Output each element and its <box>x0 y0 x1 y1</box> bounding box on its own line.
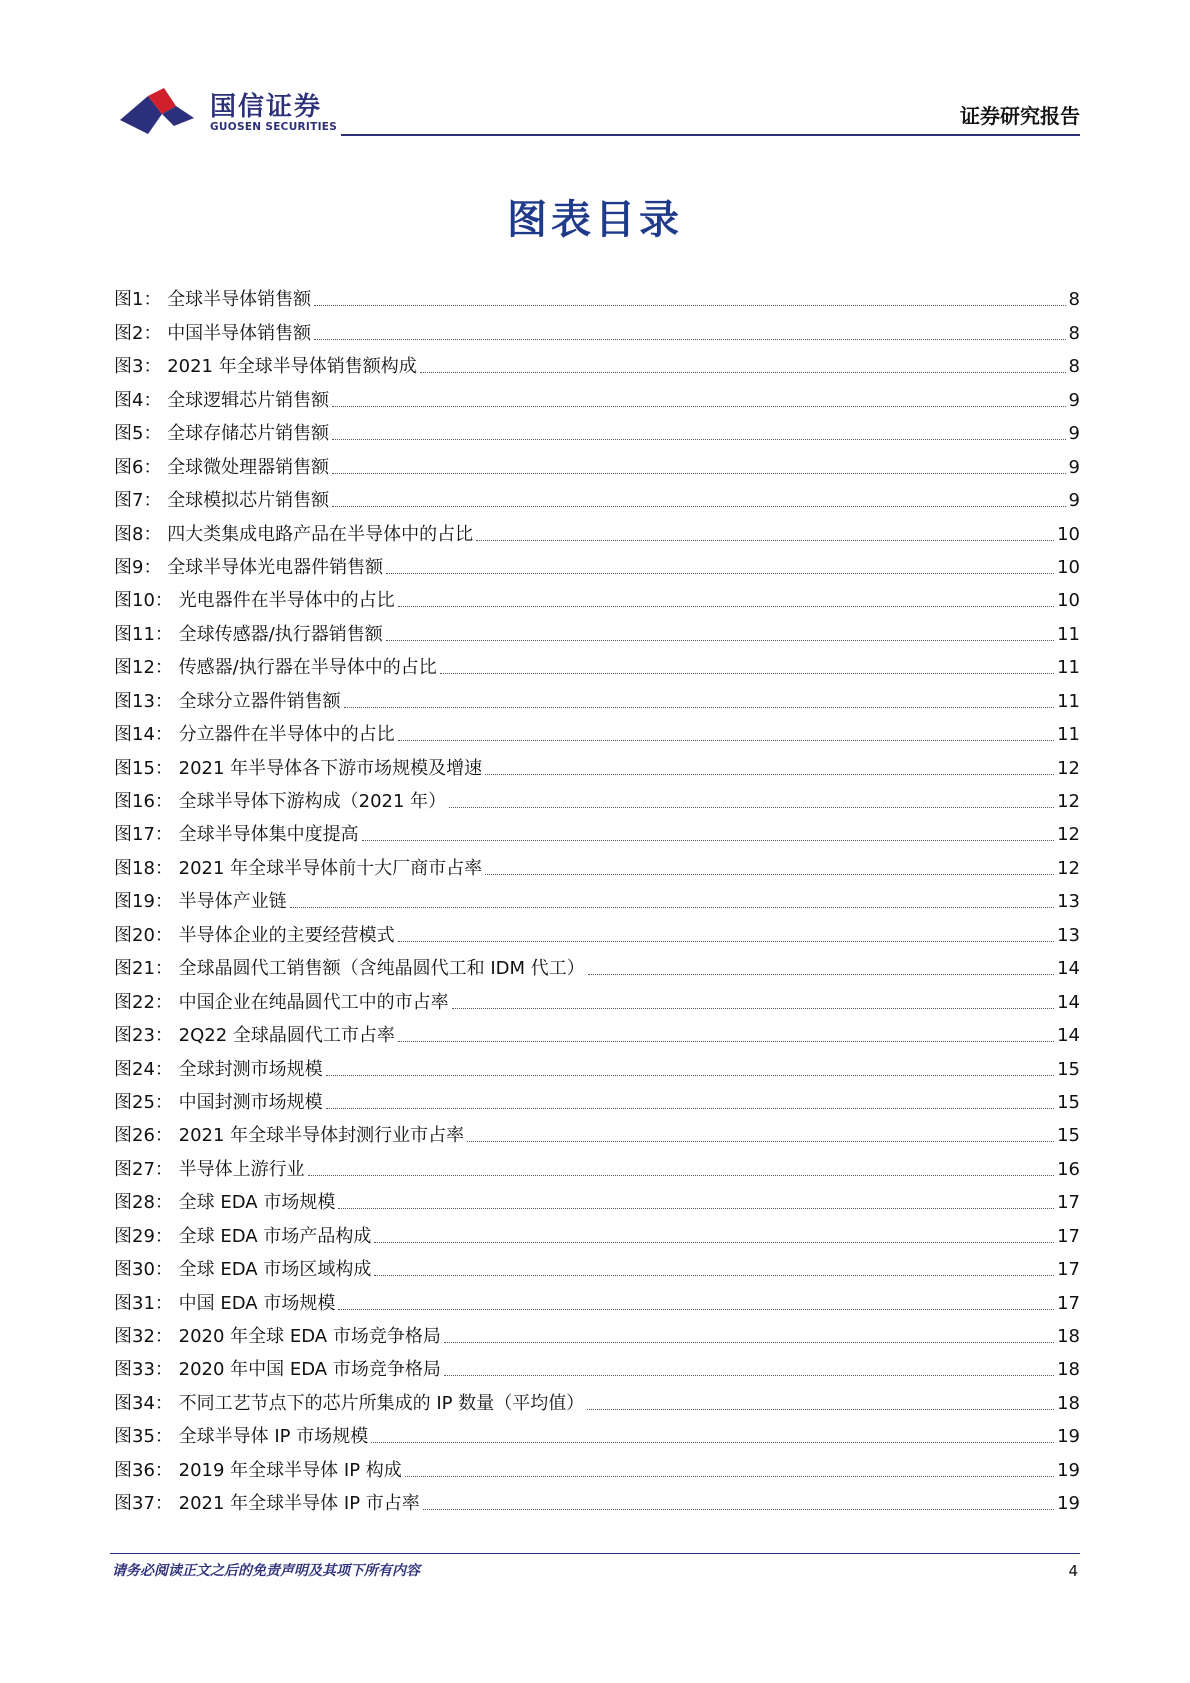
toc-entry-page: 13 <box>1057 891 1080 913</box>
guosen-logo-icon <box>118 84 198 140</box>
toc-entry[interactable] <box>114 679 1080 712</box>
toc-entry-label: 图18： <box>114 857 173 879</box>
toc-entry-title: 全球半导体销售额 <box>167 289 312 311</box>
figure-table-of-contents <box>114 278 1080 1515</box>
toc-dot-leader <box>405 1476 1054 1477</box>
toc-entry-label: 图4： <box>114 389 162 411</box>
toc-entry-title: 全球封测市场规模 <box>178 1058 323 1080</box>
toc-entry[interactable] <box>114 378 1080 411</box>
toc-entry[interactable] <box>114 345 1080 378</box>
toc-dot-leader <box>374 1275 1054 1276</box>
toc-entry-label: 图31： <box>114 1292 173 1314</box>
toc-entry[interactable] <box>114 1315 1080 1348</box>
toc-dot-leader <box>449 807 1054 808</box>
toc-dot-leader <box>423 1509 1054 1510</box>
toc-entry-title: 2021 年全球半导体前十大厂商市占率 <box>178 857 483 879</box>
toc-entry-label: 图11： <box>114 623 173 645</box>
toc-entry-label: 图16： <box>114 791 173 812</box>
toc-dot-leader <box>314 339 1065 340</box>
report-type-label: 证券研究报告 <box>960 104 1080 128</box>
toc-entry-page: 14 <box>1057 958 1080 980</box>
toc-entry-label: 图37： <box>114 1493 173 1515</box>
toc-entry-label: 图6： <box>114 456 162 478</box>
page-number: 4 <box>1068 1562 1078 1580</box>
toc-entry[interactable] <box>114 579 1080 612</box>
toc-entry-label: 图15： <box>114 757 173 779</box>
toc-dot-leader <box>374 1242 1054 1243</box>
toc-entry-label: 图30： <box>114 1259 173 1281</box>
toc-entry-title: 2020 年中国 EDA 市场竞争格局 <box>178 1359 441 1381</box>
toc-entry-page: 15 <box>1057 1058 1080 1080</box>
toc-entry-page: 12 <box>1057 857 1080 879</box>
toc-entry-title: 半导体产业链 <box>178 891 287 913</box>
toc-entry-label: 图36： <box>114 1459 173 1481</box>
toc-entry-title: 全球传感器/执行器销售额 <box>178 623 383 645</box>
toc-entry-label: 图26： <box>114 1125 173 1147</box>
toc-entry-label: 图35： <box>114 1426 173 1448</box>
toc-entry-page: 19 <box>1057 1493 1080 1515</box>
toc-entry-label: 图17： <box>114 824 173 846</box>
toc-entry-title: 全球晶圆代工销售额（含纯晶圆代工和 IDM 代工） <box>178 958 585 980</box>
toc-entry-label: 图5： <box>114 423 162 445</box>
toc-entry-page: 9 <box>1068 456 1080 478</box>
toc-entry-label: 图27： <box>114 1158 173 1180</box>
toc-entry-title: 全球模拟芯片销售额 <box>167 490 330 512</box>
toc-entry-title: 全球微处理器销售额 <box>167 456 330 478</box>
toc-dot-leader <box>398 941 1054 942</box>
toc-dot-leader <box>467 1141 1054 1142</box>
toc-entry[interactable] <box>114 278 1080 311</box>
toc-entry[interactable] <box>114 780 1080 813</box>
toc-dot-leader <box>308 1175 1054 1176</box>
toc-entry-page: 19 <box>1057 1426 1080 1448</box>
toc-dot-leader <box>314 305 1065 306</box>
toc-dot-leader <box>440 673 1054 674</box>
toc-entry-title: 中国半导体销售额 <box>167 322 312 344</box>
toc-entry-label: 图32： <box>114 1326 173 1347</box>
toc-entry-page: 9 <box>1068 389 1080 411</box>
toc-dot-leader <box>344 707 1054 708</box>
toc-entry-label: 图33： <box>114 1359 173 1381</box>
toc-dot-leader <box>588 974 1054 975</box>
toc-dot-leader <box>398 1041 1054 1042</box>
toc-entry[interactable] <box>114 1482 1080 1515</box>
toc-dot-leader <box>444 1342 1054 1343</box>
toc-entry[interactable] <box>114 546 1080 579</box>
toc-dot-leader <box>338 1309 1054 1310</box>
toc-dot-leader <box>452 1008 1054 1009</box>
toc-entry[interactable] <box>114 479 1080 512</box>
toc-entry[interactable] <box>114 1415 1080 1448</box>
toc-dot-leader <box>362 840 1054 841</box>
toc-entry-page: 17 <box>1057 1292 1080 1314</box>
toc-entry-page: 19 <box>1057 1459 1080 1481</box>
toc-dot-leader <box>332 406 1065 407</box>
toc-entry[interactable] <box>114 746 1080 779</box>
toc-dot-leader <box>444 1375 1054 1376</box>
toc-dot-leader <box>587 1409 1054 1410</box>
toc-entry-page: 16 <box>1057 1158 1080 1180</box>
toc-entry-label: 图2： <box>114 322 162 344</box>
footer-divider <box>110 1553 1080 1554</box>
toc-entry-title: 中国企业在纯晶圆代工中的市占率 <box>178 991 449 1013</box>
toc-entry-page: 17 <box>1057 1259 1080 1281</box>
toc-entry[interactable] <box>114 612 1080 645</box>
toc-entry[interactable] <box>114 512 1080 545</box>
toc-entry-page: 12 <box>1057 824 1080 846</box>
toc-entry-page: 8 <box>1068 289 1080 311</box>
toc-entry[interactable] <box>114 1147 1080 1180</box>
toc-dot-leader <box>485 774 1054 775</box>
toc-dot-leader <box>476 540 1054 541</box>
toc-entry[interactable] <box>114 980 1080 1013</box>
toc-entry-label: 图1： <box>114 289 162 311</box>
toc-dot-leader <box>485 874 1054 875</box>
toc-entry-label: 图20： <box>114 924 173 946</box>
toc-entry[interactable] <box>114 1014 1080 1047</box>
toc-entry[interactable] <box>114 713 1080 746</box>
toc-entry-label: 图13： <box>114 690 173 712</box>
toc-entry[interactable] <box>114 1381 1080 1414</box>
toc-entry-title: 2021 年全球半导体 IP 市占率 <box>178 1493 420 1515</box>
toc-entry-page: 9 <box>1068 423 1080 445</box>
toc-entry-page: 11 <box>1057 657 1080 679</box>
toc-entry[interactable] <box>114 1281 1080 1314</box>
toc-entry-label: 图12： <box>114 657 173 679</box>
toc-entry-title: 2021 年半导体各下游市场规模及增速 <box>178 757 483 779</box>
toc-entry-label: 图34： <box>114 1392 173 1414</box>
toc-entry-page: 13 <box>1057 924 1080 946</box>
toc-entry-title: 2020 年全球 EDA 市场竞争格局 <box>178 1326 441 1347</box>
toc-entry[interactable] <box>114 311 1080 344</box>
toc-entry-title: 全球半导体集中度提高 <box>178 824 359 846</box>
toc-entry-label: 图25： <box>114 1091 173 1113</box>
toc-entry-page: 15 <box>1057 1091 1080 1113</box>
toc-entry-page: 11 <box>1057 690 1080 712</box>
toc-entry-label: 图24： <box>114 1058 173 1080</box>
toc-entry-title: 全球逻辑芯片销售额 <box>167 389 330 411</box>
toc-entry-title: 2019 年全球半导体 IP 构成 <box>178 1459 402 1481</box>
toc-entry-title: 全球 EDA 市场区域构成 <box>178 1259 372 1281</box>
toc-entry-page: 12 <box>1057 791 1080 812</box>
toc-dot-leader <box>398 606 1054 607</box>
toc-dot-leader <box>326 1108 1054 1109</box>
toc-entry-label: 图7： <box>114 490 162 512</box>
toc-entry-page: 17 <box>1057 1225 1080 1247</box>
toc-entry-page: 8 <box>1068 356 1080 378</box>
toc-entry-label: 图10： <box>114 590 173 612</box>
toc-entry-page: 10 <box>1057 556 1080 578</box>
toc-entry-page: 18 <box>1057 1326 1080 1347</box>
toc-entry-title: 四大类集成电路产品在半导体中的占比 <box>167 523 474 545</box>
toc-dot-leader <box>386 640 1054 641</box>
toc-dot-leader <box>332 506 1065 507</box>
toc-entry-label: 图8： <box>114 523 162 545</box>
toc-entry[interactable] <box>114 880 1080 913</box>
page-header <box>0 0 1190 150</box>
toc-entry[interactable] <box>114 813 1080 846</box>
toc-dot-leader <box>332 473 1065 474</box>
toc-entry-title: 全球半导体下游构成（2021 年） <box>178 791 447 812</box>
toc-entry[interactable] <box>114 1181 1080 1214</box>
toc-entry[interactable] <box>114 947 1080 980</box>
toc-entry-title: 全球 EDA 市场产品构成 <box>178 1225 372 1247</box>
toc-dot-leader <box>290 907 1054 908</box>
toc-entry-title: 2021 年全球半导体销售额构成 <box>167 356 417 378</box>
toc-entry[interactable] <box>114 1081 1080 1114</box>
toc-dot-leader <box>420 372 1066 373</box>
toc-dot-leader <box>371 1442 1054 1443</box>
brand-name-chinese: 国信证券 <box>210 92 323 122</box>
brand-name-english: GUOSEN SECURITIES <box>210 121 338 133</box>
toc-entry-title: 2021 年全球半导体封测行业市占率 <box>178 1125 465 1147</box>
toc-entry-title: 全球半导体光电器件销售额 <box>167 556 384 578</box>
toc-entry-title: 全球半导体 IP 市场规模 <box>178 1426 369 1448</box>
toc-entry-title: 全球 EDA 市场规模 <box>178 1192 336 1214</box>
toc-entry-title: 全球分立器件销售额 <box>178 690 341 712</box>
toc-entry-label: 图14： <box>114 724 173 746</box>
toc-entry[interactable] <box>114 412 1080 445</box>
toc-entry-page: 12 <box>1057 757 1080 779</box>
toc-entry-title: 不同工艺节点下的芯片所集成的 IP 数量（平均值） <box>178 1392 585 1414</box>
toc-entry-page: 10 <box>1057 590 1080 612</box>
header-divider <box>341 134 1080 136</box>
toc-dot-leader <box>332 439 1065 440</box>
toc-entry-label: 图29： <box>114 1225 173 1247</box>
toc-entry-page: 8 <box>1068 322 1080 344</box>
toc-entry-page: 11 <box>1057 623 1080 645</box>
toc-entry-label: 图21： <box>114 958 173 980</box>
toc-entry-page: 10 <box>1057 523 1080 545</box>
toc-entry-label: 图23： <box>114 1025 173 1047</box>
toc-entry-title: 传感器/执行器在半导体中的占比 <box>178 657 437 679</box>
toc-entry-title: 光电器件在半导体中的占比 <box>178 590 395 612</box>
toc-entry-label: 图9： <box>114 556 162 578</box>
toc-entry-title: 中国 EDA 市场规模 <box>178 1292 336 1314</box>
toc-entry[interactable] <box>114 1114 1080 1147</box>
toc-entry-title: 半导体企业的主要经营模式 <box>178 924 395 946</box>
toc-entry-title: 2Q22 全球晶圆代工市占率 <box>178 1025 395 1047</box>
toc-entry-title: 分立器件在半导体中的占比 <box>178 724 395 746</box>
toc-entry-page: 18 <box>1057 1359 1080 1381</box>
toc-entry[interactable] <box>114 1248 1080 1281</box>
toc-entry-page: 14 <box>1057 1025 1080 1047</box>
toc-entry[interactable] <box>114 445 1080 478</box>
toc-entry[interactable] <box>114 1047 1080 1080</box>
toc-entry-title: 半导体上游行业 <box>178 1158 305 1180</box>
toc-dot-leader <box>338 1208 1054 1209</box>
toc-entry-page: 11 <box>1057 724 1080 746</box>
toc-entry[interactable] <box>114 846 1080 879</box>
toc-entry-page: 14 <box>1057 991 1080 1013</box>
toc-dot-leader <box>386 573 1054 574</box>
toc-entry[interactable] <box>114 913 1080 946</box>
toc-entry-label: 图3： <box>114 356 162 378</box>
toc-entry-label: 图28： <box>114 1192 173 1214</box>
toc-entry[interactable] <box>114 1214 1080 1247</box>
toc-dot-leader <box>326 1075 1054 1076</box>
toc-entry-page: 9 <box>1068 490 1080 512</box>
toc-entry[interactable] <box>114 646 1080 679</box>
footer-disclaimer: 请务必阅读正文之后的免责声明及其项下所有内容 <box>112 1563 420 1579</box>
toc-entry-label: 图22： <box>114 991 173 1013</box>
toc-entry[interactable] <box>114 1448 1080 1481</box>
page-title: 图表目录 <box>507 197 683 243</box>
toc-entry-page: 15 <box>1057 1125 1080 1147</box>
toc-entry-title: 全球存储芯片销售额 <box>167 423 330 445</box>
toc-dot-leader <box>398 740 1054 741</box>
toc-entry-label: 图19： <box>114 891 173 913</box>
toc-entry-page: 18 <box>1057 1392 1080 1414</box>
toc-entry-title: 中国封测市场规模 <box>178 1091 323 1113</box>
toc-entry[interactable] <box>114 1348 1080 1381</box>
toc-entry-page: 17 <box>1057 1192 1080 1214</box>
